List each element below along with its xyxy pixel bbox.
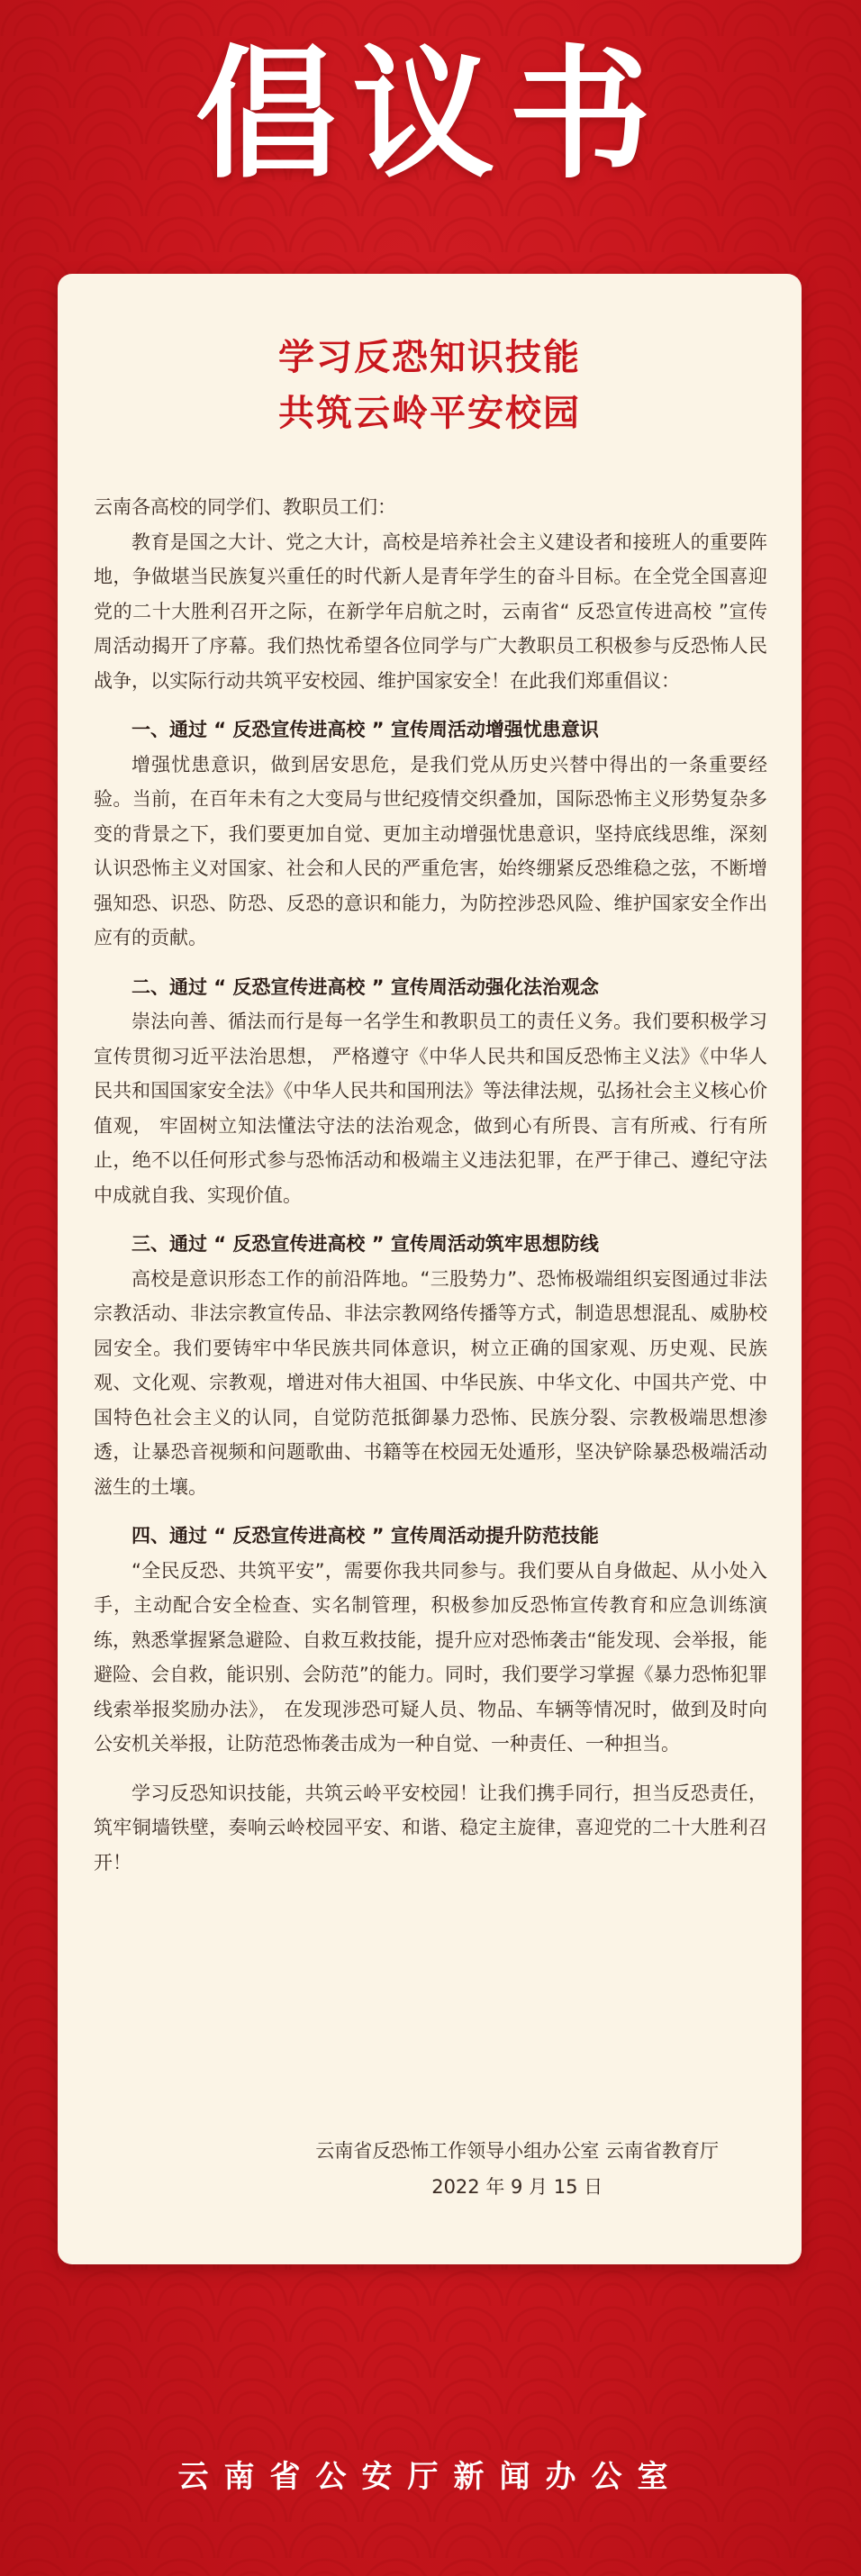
section-body-4: “全民反恐、共筑平安”，需要你我共同参与。我们要从自身做起、从小处入手，主动配合安全检查、实名制管理，积极参加反恐怖宣传教育和应急训练演练，熟悉掌握紧急避险、自救互救技能，提升应对恐怖袭击“能发现、会举报，能避险、会自救，能识别、会防范”的能力。同时，我们要学习掌握《暴力恐怖犯罪线索举报奖励办法》， 在发现涉恐可疑人员、物品、车辆等情况时，做到及时向公安机关举报，让防范恐怖袭击成为一种自觉、一种责任、一种担当。: [94, 1559, 767, 1755]
closing-paragraph: 学习反恐知识技能，共筑云岭平安校园！让我们携手同行，担当反恐责任，筑牢铜墙铁壁，奏响云岭校园平安、和谐、稳定主旋律，喜迎党的二十大胜利召开！: [94, 1782, 767, 1873]
section-body-3: 高校是意识形态工作的前沿阵地。“三股势力”、恐怖极端组织妄图通过非法宗教活动、非法宗教宣传品、非法宗教网络传播等方式，制造思想混乱、威胁校园安全。我们要铸牢中华民族共同体意识，树立正确的国家观、历史观、民族观、文化观、宗教观，增进对伟大祖国、中华民族、中华文化、中国共产党、中国特色社会主义的认同，自觉防范抵御暴力恐怖、民族分裂、宗教极端思想渗透，让暴恐音视频和问题歌曲、书籍等在校园无处遁形，坚决铲除暴恐极端活动滋生的土壤。: [94, 1267, 767, 1498]
section-body-2: 崇法向善、循法而行是每一名学生和教职员工的责任义务。我们要积极学习宣传贯彻习近平法治思想， 严格遵守《中华人民共和国反恐怖主义法》《中华人民共和国国家安全法》《中华人民共和国刑法》等法律法规，弘扬社会主义核心价值观， 牢固树立知法懂法守法的法治观念，做到心有所畏、言有所戒、行有所止，绝不以任何形式参与恐怖活动和极端主义违法犯罪，在严于律己、遵纪守法中成就自我、实现价值。: [94, 1011, 767, 1206]
signature-issuers: 云南省反恐怖工作领导小组办公室 云南省教育厅: [315, 2140, 719, 2162]
banner-title: 倡议书: [195, 32, 666, 198]
card-title: [58, 274, 802, 441]
signature-date: 2022 年 9 月 15 日: [431, 2176, 603, 2198]
card-title-line-1: 学习反恐知识技能: [278, 336, 581, 378]
signature-block: [315, 2133, 719, 2205]
proposal-body: [94, 490, 767, 1880]
proposal-card: [58, 274, 802, 2264]
section-body-1: 增强忧患意识，做到居安思危，是我们党从历史兴替中得出的一条重要经验。当前，在百年未有之大变局与世纪疫情交织叠加，国际恐怖主义形势复杂多变的背景之下，我们要更加自觉、更加主动增强忧患意识，坚持底线思维，深刻认识恐怖主义对国家、社会和人民的严重危害，始终绷紧反恐维稳之弦，不断增强知恐、识恐、防恐、反恐的意识和能力，为防控涉恐风险、维护国家安全作出应有的贡献。: [94, 753, 767, 948]
greeting: 云南各高校的同学们、教职员工们：: [94, 496, 396, 518]
section-heading-3: 三、通过 “ 反恐宣传进高校 ” 宣传周活动筑牢思想防线: [131, 1233, 599, 1255]
section-heading-2: 二、通过 “ 反恐宣传进高校 ” 宣传周活动强化法治观念: [131, 975, 599, 998]
intro-paragraph: 教育是国之大计、党之大计，高校是培养社会主义建设者和接班人的重要阵地，争做堪当民族复兴重任的时代新人是青年学生的奋斗目标。在全党全国喜迎党的二十大胜利召开之际，在新学年启航之时，云南省“ 反恐宣传进高校 ”宣传周活动揭开了序幕。我们热忱希望各位同学与广大教职员工积极参与反恐怖人民战争，以实际行动共筑平安校园、维护国家安全！在此我们郑重倡议：: [94, 531, 767, 692]
footer-office: 云南省公安厅新闻办公室: [177, 2459, 684, 2495]
card-title-line-2: 共筑云岭平安校园: [278, 392, 581, 434]
section-heading-1: 一、通过 “ 反恐宣传进高校 ” 宣传周活动增强忧患意识: [131, 719, 599, 740]
section-heading-4: 四、通过 “ 反恐宣传进高校 ” 宣传周活动提升防范技能: [131, 1525, 599, 1547]
